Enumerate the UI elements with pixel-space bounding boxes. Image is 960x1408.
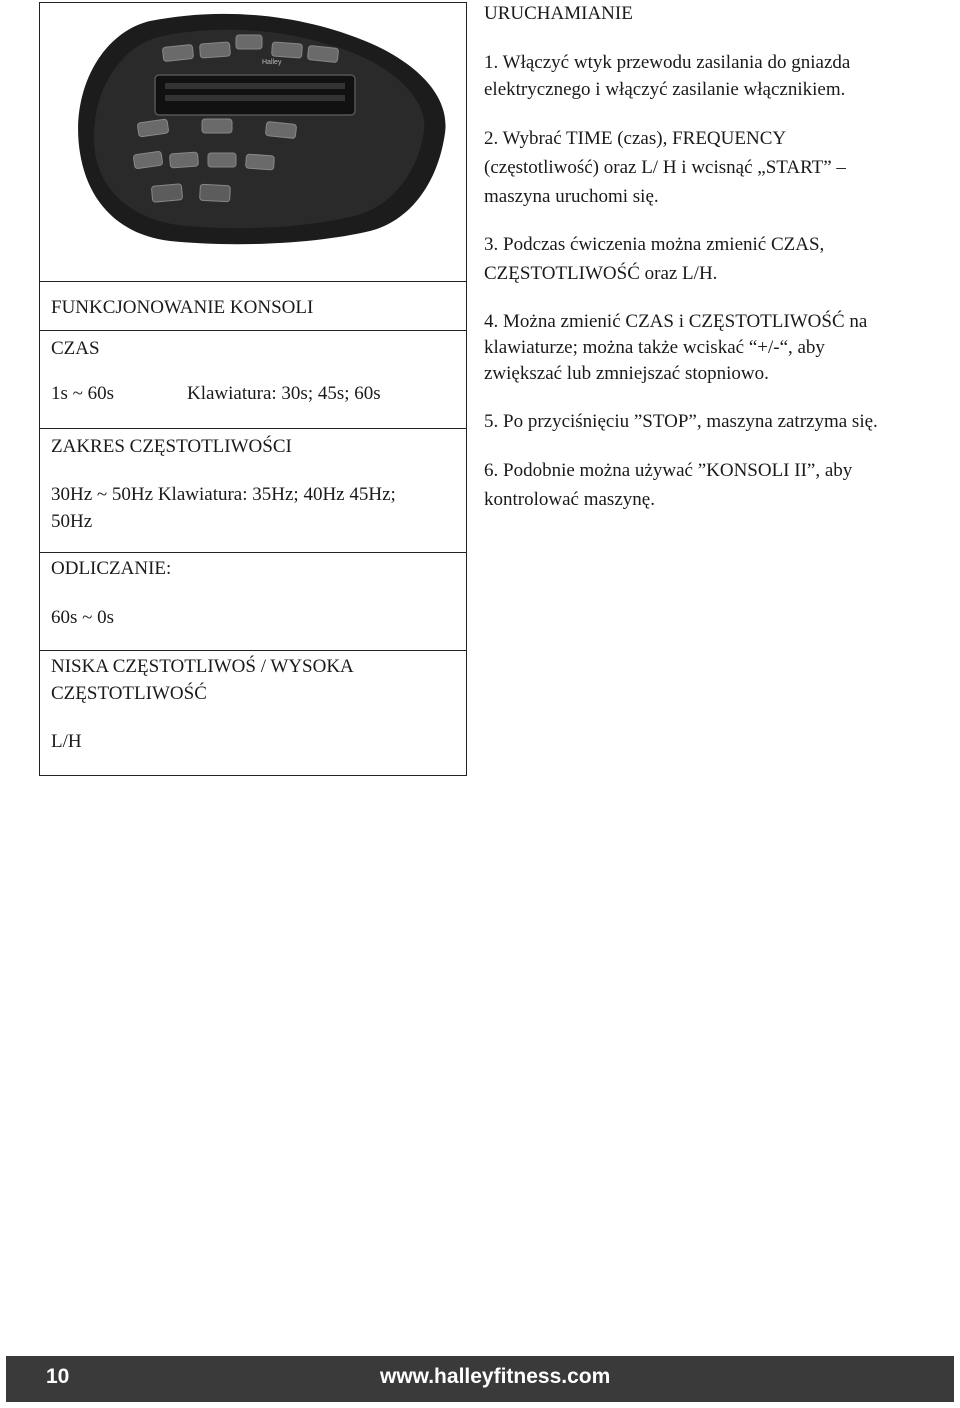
console-functions-table bbox=[39, 2, 467, 776]
page-number: 10 bbox=[46, 1365, 70, 1388]
console-device-illustration bbox=[40, 3, 466, 281]
table-row-zakres bbox=[40, 429, 466, 553]
table-title: FUNKCJONOWANIE KONSOLI bbox=[51, 297, 314, 318]
step-3-line-1: 3. Podczas ćwiczenia można zmienić CZAS, bbox=[484, 234, 825, 255]
zakres-line-2: 50Hz bbox=[51, 511, 93, 532]
footer-website-link[interactable]: www.halleyfitness.com bbox=[380, 1365, 611, 1388]
step-1-line-2: elektrycznego i włączyć zasilanie włącznikiem. bbox=[484, 79, 846, 100]
zakres-line-1: 30Hz ~ 50Hz Klawiatura: 35Hz; 40Hz 45Hz; bbox=[51, 484, 396, 505]
odliczanie-range: 60s ~ 0s bbox=[51, 607, 115, 628]
step-5: 5. Po przyciśnięciu ”STOP”, maszyna zatrzyma się. bbox=[484, 411, 878, 432]
console-image bbox=[40, 3, 466, 282]
lh-label-line-1: NISKA CZĘSTOTLIWOŚ / WYSOKA bbox=[51, 656, 354, 677]
table-header-row bbox=[40, 281, 466, 331]
table-row-lh bbox=[40, 651, 466, 775]
czas-range: 1s ~ 60s bbox=[51, 383, 115, 404]
lh-value: L/H bbox=[51, 731, 82, 752]
step-2-line-1: 2. Wybrać TIME (czas), FREQUENCY bbox=[484, 128, 787, 149]
step-2-line-2: (częstotliwość) oraz L/ H i wcisnąć „START” – bbox=[484, 157, 846, 178]
instructions-heading: URUCHAMIANIE bbox=[484, 3, 633, 24]
step-4-line-1: 4. Można zmienić CZAS i CZĘSTOTLIWOŚĆ na bbox=[484, 311, 868, 332]
step-2-line-3: maszyna uruchomi się. bbox=[484, 186, 659, 207]
step-6-line-2: kontrolować maszynę. bbox=[484, 489, 655, 510]
table-row-czas bbox=[40, 331, 466, 429]
step-4-line-3: zwiększać lub zmniejszać stopniowo. bbox=[484, 363, 769, 384]
zakres-label: ZAKRES CZĘSTOTLIWOŚCI bbox=[51, 436, 292, 457]
lh-label-line-2: CZĘSTOTLIWOŚĆ bbox=[51, 683, 207, 704]
czas-label: CZAS bbox=[51, 338, 100, 359]
console-brand-logo: Halley bbox=[262, 59, 282, 66]
odliczanie-label: ODLICZANIE: bbox=[51, 558, 172, 579]
step-3-line-2: CZĘSTOTLIWOŚĆ oraz L/H. bbox=[484, 263, 718, 284]
page-footer bbox=[6, 1356, 954, 1402]
czas-keyboard-values: Klawiatura: 30s; 45s; 60s bbox=[187, 383, 381, 404]
step-6-line-1: 6. Podobnie można używać ”KONSOLI II”, aby bbox=[484, 460, 853, 481]
table-row-odliczanie bbox=[40, 553, 466, 651]
step-4-line-2: klawiaturze; można także wciskać “+/-“, aby bbox=[484, 337, 825, 358]
step-1-line-1: 1. Włączyć wtyk przewodu zasilania do gniazda bbox=[484, 52, 851, 73]
